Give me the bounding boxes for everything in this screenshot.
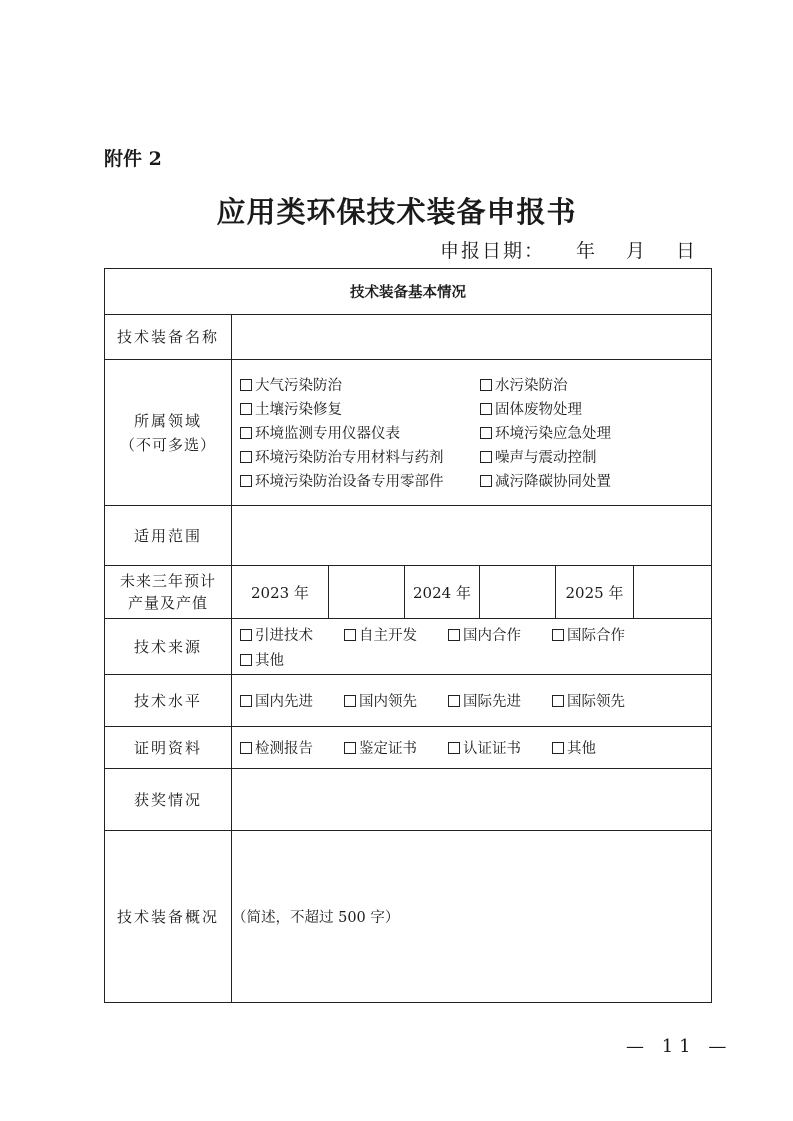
checkbox-icon[interactable] (240, 695, 252, 707)
forecast-label (105, 566, 232, 619)
page-number: — 11 — (626, 1036, 733, 1057)
summary-field[interactable] (232, 831, 712, 1003)
checkbox-icon[interactable] (480, 451, 492, 463)
option-label: 大气污染防治 (255, 378, 342, 394)
checkbox-icon[interactable] (240, 475, 252, 487)
option-label: 其他 (567, 741, 596, 757)
scope-label: 适用范围 (105, 506, 232, 566)
option-label: 检测报告 (255, 741, 313, 757)
source-option[interactable] (240, 624, 344, 645)
year-2023-label: 2023 年 (232, 566, 329, 619)
option-label: 环境污染防治专用材料与药剂 (255, 450, 444, 466)
field-option[interactable] (480, 422, 711, 443)
option-label: 国内先进 (255, 694, 313, 710)
option-label: 固体废物处理 (495, 402, 582, 418)
proof-option[interactable] (240, 737, 344, 758)
option-label: 鉴定证书 (359, 741, 417, 757)
section-title: 技术装备基本情况 (105, 269, 712, 315)
field-option[interactable] (240, 374, 480, 395)
checkbox-icon[interactable] (240, 451, 252, 463)
summary-label: 技术装备概况 (105, 831, 232, 1003)
checkbox-icon[interactable] (448, 742, 460, 754)
field-option[interactable] (480, 398, 711, 419)
checkbox-icon[interactable] (240, 427, 252, 439)
checkbox-icon[interactable] (240, 654, 252, 666)
source-option[interactable] (448, 624, 552, 645)
field-option[interactable] (480, 374, 711, 395)
proof-option[interactable] (344, 737, 448, 758)
award-field[interactable] (232, 769, 712, 831)
proof-option[interactable] (552, 737, 656, 758)
level-option[interactable] (552, 690, 656, 711)
field-option[interactable] (240, 398, 480, 419)
checkbox-icon[interactable] (240, 629, 252, 641)
option-label: 国际领先 (567, 694, 625, 710)
checkbox-icon[interactable] (480, 379, 492, 391)
proof-options (232, 727, 712, 769)
checkbox-icon[interactable] (240, 379, 252, 391)
year-2025-label: 2025 年 (556, 566, 634, 619)
field-label-main: 所属领域 (133, 411, 202, 430)
checkbox-icon[interactable] (448, 695, 460, 707)
scope-field[interactable] (232, 506, 712, 566)
field-option[interactable] (240, 470, 480, 491)
name-field[interactable] (232, 315, 712, 360)
level-option[interactable] (344, 690, 448, 711)
checkbox-icon[interactable] (240, 742, 252, 754)
option-label: 噪声与震动控制 (495, 450, 597, 466)
option-label: 减污降碳协同处置 (495, 474, 611, 490)
award-label: 获奖情况 (105, 769, 232, 831)
year-2025-value[interactable] (634, 566, 712, 619)
field-label (105, 360, 232, 506)
forecast-label-line1: 未来三年预计 (119, 572, 216, 590)
field-label-note: （不可多选） (119, 435, 216, 454)
option-label: 环境监测专用仪器仪表 (255, 426, 400, 442)
checkbox-icon[interactable] (552, 629, 564, 641)
name-label: 技术装备名称 (105, 315, 232, 360)
option-label: 国际先进 (463, 694, 521, 710)
source-label: 技术来源 (105, 619, 232, 675)
option-label: 其他 (255, 652, 284, 669)
date-year: 年 (575, 240, 595, 262)
option-label: 环境污染防治设备专用零部件 (255, 474, 444, 490)
field-options (232, 360, 712, 506)
date-day: 日 (675, 240, 695, 262)
source-options (232, 619, 712, 675)
option-label: 引进技术 (255, 627, 313, 644)
source-option[interactable] (344, 624, 448, 645)
forecast-label-line2: 产量及产值 (127, 594, 208, 612)
option-label: 自主开发 (359, 627, 417, 644)
option-label: 水污染防治 (495, 378, 568, 394)
checkbox-icon[interactable] (344, 695, 356, 707)
option-label: 认证证书 (463, 741, 521, 757)
checkbox-icon[interactable] (552, 695, 564, 707)
summary-hint: （简述，不超过 500 字） (232, 910, 400, 926)
checkbox-icon[interactable] (480, 403, 492, 415)
option-label: 国内领先 (359, 694, 417, 710)
source-option[interactable] (240, 649, 344, 670)
option-label: 国际合作 (567, 627, 625, 644)
option-label: 国内合作 (463, 627, 521, 644)
document-title: 应用类环保技术装备申报书 (216, 195, 577, 229)
checkbox-icon[interactable] (448, 629, 460, 641)
proof-label: 证明资料 (105, 727, 232, 769)
field-option[interactable] (240, 422, 480, 443)
field-option[interactable] (240, 446, 480, 467)
level-options (232, 675, 712, 727)
level-label: 技术水平 (105, 675, 232, 727)
field-option[interactable] (480, 470, 711, 491)
proof-option[interactable] (448, 737, 552, 758)
application-form (104, 268, 712, 1003)
checkbox-icon[interactable] (480, 427, 492, 439)
checkbox-icon[interactable] (344, 629, 356, 641)
checkbox-icon[interactable] (552, 742, 564, 754)
checkbox-icon[interactable] (344, 742, 356, 754)
level-option[interactable] (448, 690, 552, 711)
checkbox-icon[interactable] (240, 403, 252, 415)
level-option[interactable] (240, 690, 344, 711)
declaration-date (440, 236, 695, 263)
date-month: 月 (625, 240, 645, 262)
option-label: 环境污染应急处理 (495, 426, 611, 442)
field-option[interactable] (480, 446, 711, 467)
year-2023-value[interactable] (329, 566, 405, 619)
year-2024-label: 2024 年 (405, 566, 480, 619)
option-label: 土壤污染修复 (255, 402, 342, 418)
checkbox-icon[interactable] (480, 475, 492, 487)
attachment-label: 附件 2 (104, 148, 162, 170)
source-option[interactable] (552, 624, 656, 645)
date-label: 申报日期： (440, 240, 546, 262)
year-2024-value[interactable] (480, 566, 556, 619)
